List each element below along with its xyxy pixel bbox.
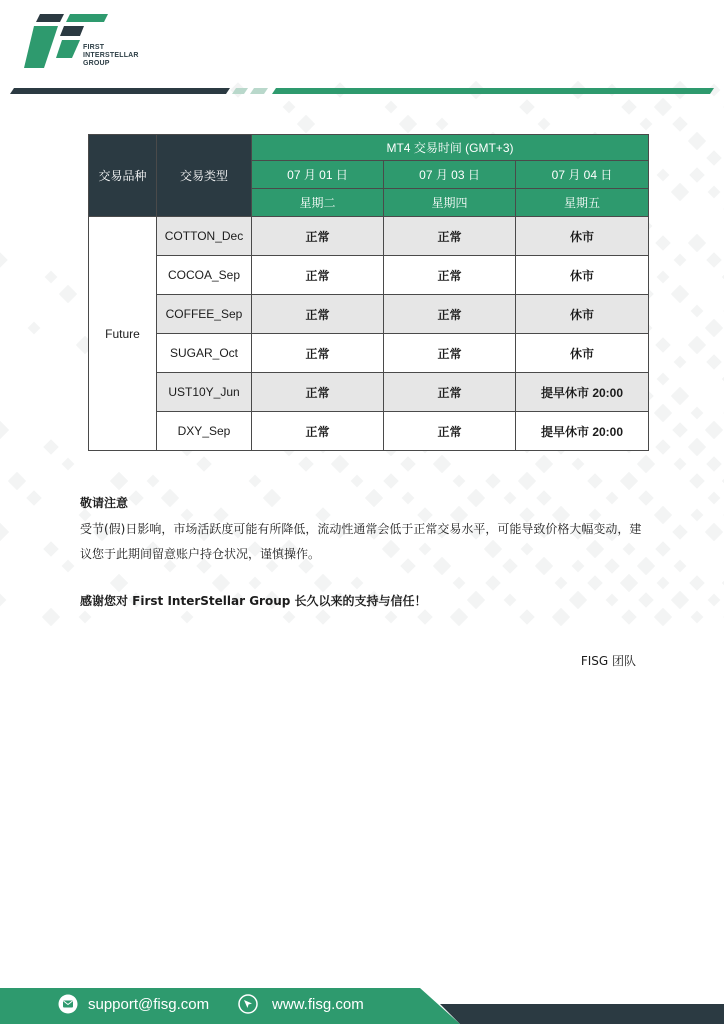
background-diamond [620,472,638,490]
background-diamond [315,609,331,625]
background-diamond [399,115,417,133]
background-diamond [504,492,517,505]
status-cell: 正常 [252,334,384,373]
background-diamond [688,336,706,354]
background-diamond [283,611,296,624]
background-diamond [587,473,603,489]
background-diamond [706,354,722,370]
background-diamond [587,575,603,591]
product-cell: DXY_Sep [157,412,252,451]
background-diamond [637,455,655,473]
background-diamond [671,183,689,201]
header-weekday-1: 星期二 [252,189,384,217]
status-cell: 休市 [516,256,649,295]
background-diamond [110,574,128,592]
background-diamond [249,577,262,590]
status-cell: 休市 [516,217,649,256]
status-cell: 正常 [384,373,516,412]
background-diamond [43,439,59,455]
background-diamond [400,456,416,472]
background-diamond [691,305,704,318]
background-diamond [621,609,637,625]
background-diamond [655,439,671,455]
background-diamond [688,234,706,252]
background-diamond [249,475,262,488]
background-diamond [453,475,466,488]
background-diamond [535,455,553,473]
background-diamond [26,490,42,506]
background-diamond [657,577,670,590]
table-row [89,217,649,256]
background-diamond [655,235,671,251]
status-cell: 正常 [384,412,516,451]
background-diamond [654,404,672,422]
background-diamond [453,577,466,590]
notice-title: 敬请注意 [80,496,129,510]
header-date-1: 07 月 01 日 [252,161,384,189]
header-type: 交易类型 [157,135,252,217]
background-diamond [708,492,721,505]
table-row [89,295,649,334]
background-diamond [0,594,6,607]
status-cell: 提早休市 20:00 [516,373,649,412]
status-cell: 正常 [384,217,516,256]
background-diamond [45,271,58,284]
status-cell: 休市 [516,295,649,334]
background-diamond [433,455,451,473]
background-diamond [128,490,144,506]
status-cell: 提早休市 20:00 [516,412,649,451]
background-diamond [402,492,415,505]
background-diamond [654,506,672,524]
background-diamond [298,456,314,472]
background-diamond [688,438,706,456]
status-cell: 正常 [384,334,516,373]
background-diamond [705,421,723,439]
status-cell: 正常 [252,256,384,295]
background-diamond [43,541,59,557]
background-diamond [657,271,670,284]
table-row [89,373,649,412]
signature: FISG 团队 [580,654,636,668]
background-diamond [314,574,332,592]
background-diamond [674,560,687,573]
background-diamond [569,591,587,609]
background-diamond [671,285,689,303]
background-diamond [62,560,75,573]
category-cell: Future [89,217,157,451]
background-diamond [351,475,364,488]
thanks-message: 感谢您对 First InterStellar Group 长久以来的支持与信任！ [80,594,427,608]
background-diamond [0,523,9,541]
footer-email[interactable]: support@fisg.com [88,996,210,1013]
background-diamond [518,472,536,490]
status-cell: 正常 [252,412,384,451]
background-diamond [0,252,8,268]
background-diamond [552,608,570,626]
background-diamond [708,186,721,199]
background-diamond [674,254,687,267]
background-diamond [365,489,383,507]
footer-website[interactable]: www.fisg.com [272,996,364,1013]
status-cell: 正常 [252,373,384,412]
background-diamond [467,591,485,609]
background-diamond [79,611,92,624]
background-diamond [212,574,230,592]
background-diamond [196,456,212,472]
background-diamond [351,577,364,590]
background-diamond [536,490,552,506]
table-row [89,256,649,295]
background-diamond [705,523,723,541]
background-diamond [689,167,705,183]
background-diamond [689,575,705,591]
background-diamond [621,99,637,115]
background-diamond [657,373,670,386]
background-diamond [672,116,688,132]
background-diamond [654,608,672,626]
background-diamond [436,118,449,131]
status-cell: 休市 [516,334,649,373]
background-diamond [417,609,433,625]
product-cell: COCOA_Sep [157,256,252,295]
table-row [89,334,649,373]
mail-icon [58,994,78,1014]
background-diamond [450,608,468,626]
background-diamond [8,472,26,490]
background-diamond [706,252,722,268]
background-diamond [485,575,501,591]
background-diamond [708,594,721,607]
background-diamond [28,322,41,335]
background-diamond [147,475,160,488]
background-diamond [638,490,654,506]
background-diamond [110,472,128,490]
background-diamond [705,319,723,337]
background-diamond [385,611,398,624]
notice-body: 受节(假)日影响，市场活跃度可能有所降低，流动性通常会低于正常交易水平，可能导致价格大幅变动，建议您于此期间留意账户持仓状况，谨慎操作。 [80,522,642,561]
background-diamond [706,150,722,166]
product-cell: SUGAR_Oct [157,334,252,373]
logo-wordmark: FIRST INTERSTELLAR GROUP [83,44,139,67]
header-time: MT4 交易时间 (GMT+3) [252,135,649,161]
background-diamond [331,455,349,473]
background-diamond [385,101,398,114]
status-cell: 正常 [252,217,384,256]
header-divider [0,88,724,94]
background-diamond [555,577,568,590]
background-diamond [519,99,535,115]
background-diamond [706,456,722,472]
background-diamond [620,574,638,592]
background-diamond [640,118,653,131]
background-diamond [674,458,687,471]
background-diamond [572,458,585,471]
background-diamond [672,524,688,540]
background-diamond [672,422,688,438]
header-weekday-3: 星期五 [516,189,649,217]
background-diamond [671,591,689,609]
background-diamond [519,609,535,625]
background-diamond [181,611,194,624]
background-diamond [161,489,179,507]
background-diamond [606,594,619,607]
background-diamond [638,592,654,608]
header-date-2: 07 月 03 日 [384,161,516,189]
background-diamond [654,98,672,116]
product-cell: UST10Y_Jun [157,373,252,412]
header-weekday-2: 星期四 [384,189,516,217]
background-diamond [655,541,671,557]
background-diamond [606,492,619,505]
background-diamond [62,458,75,471]
background-diamond [538,118,551,131]
background-diamond [263,489,281,507]
background-diamond [671,387,689,405]
background-diamond [657,169,670,182]
status-cell: 正常 [384,295,516,334]
background-diamond [467,489,485,507]
trading-schedule-table [88,134,649,451]
background-diamond [504,594,517,607]
background-diamond [674,356,687,369]
background-diamond [0,421,9,439]
background-diamond [655,337,671,353]
product-cell: COFFEE_Sep [157,295,252,334]
background-diamond [691,407,704,420]
header-date-3: 07 月 04 日 [516,161,649,189]
status-cell: 正常 [252,295,384,334]
background-diamond [383,473,399,489]
background-diamond [485,473,501,489]
background-diamond [42,608,60,626]
background-diamond [688,132,706,150]
status-cell: 正常 [384,256,516,295]
background-diamond [689,473,705,489]
background-diamond [283,101,296,114]
cursor-icon [238,994,258,1014]
header-category: 交易品种 [89,135,157,217]
background-diamond [297,115,315,133]
table-row [89,412,649,451]
background-diamond [59,285,77,303]
product-cell: COTTON_Dec [157,217,252,256]
background-diamond [691,509,704,522]
background-diamond [691,611,704,624]
